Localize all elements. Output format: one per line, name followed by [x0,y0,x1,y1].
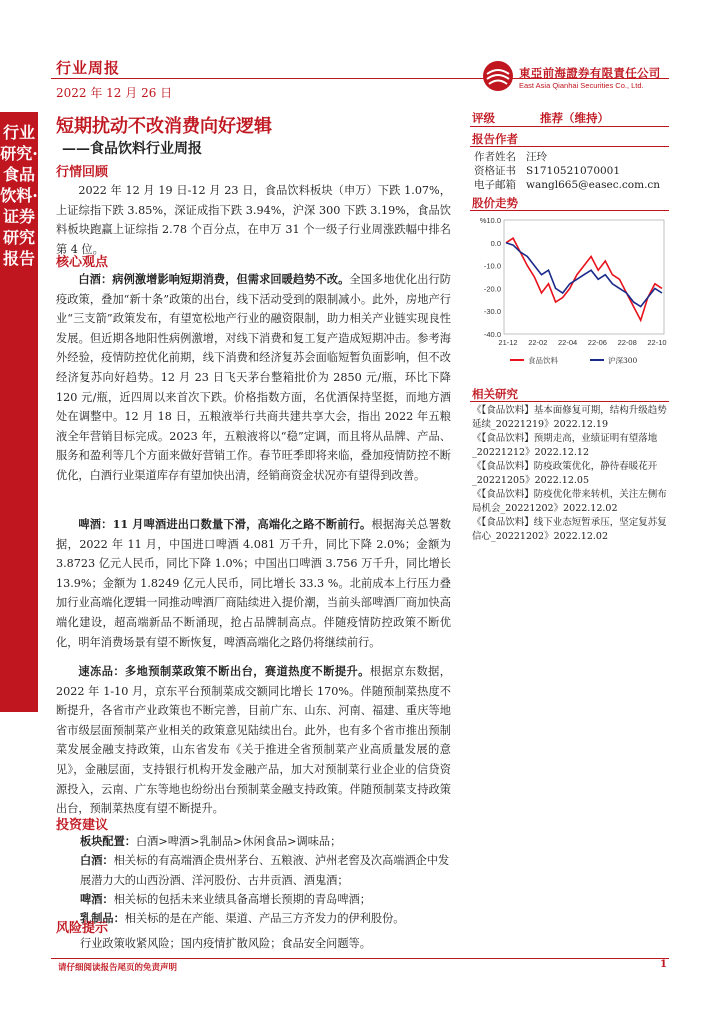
author-value: S1710521070001 [526,165,621,177]
invest-item-lead: 板块配置： [80,834,136,848]
liquor-paragraph [56,270,451,486]
company-name-en: East Asia Qianhai Securities Co., Ltd. [519,81,644,90]
invest-item [80,909,452,929]
company-name-cn: 東亞前海證券有限責任公司 [519,66,661,80]
related-title: 相关研究 [472,387,518,401]
frozen-text: 根据京东数据，2022 年 1-10 月，京东平台预制菜成交额同比增长 170%。伴随预制菜热度不断提升，各省市产业政策也不断完善，目前广东、山东、河南、福建、重庆等地省市级层面预制菜产业相关的政策意见陆续出台。此外，也有多个省市推出预制菜发展金融支持政策，山东省发布《关于推进全省预制菜产业高质量发展的意见》，金融层面，支持银行机构开发金融产品，加大对预制菜行业企业的信贷资源投入，云南、广东等地也纷纷出台预制菜金融支持政策。伴随预制菜支持政策出台，预制菜热度有望不断提升。 [56,665,451,816]
x-tick-label: 22-06 [587,338,607,347]
y-tick-label: %10.0 [479,216,501,225]
related-item: 《【食品饮料】线下业态短暂承压，坚定复苏复信心_20221202》2022.12.02 [472,517,667,542]
y-tick-label: -40.0 [483,330,501,339]
x-tick-label: 22-02 [528,338,548,347]
y-tick-label: -10.0 [483,261,501,271]
invest-item [80,851,452,890]
related-item: 《【食品饮料】防疫政策优化，静待春暖花开_20221205》2022.12.05 [472,461,658,486]
y-tick-label: 0.0 [490,238,501,248]
section-title-invest: 投资建议 [56,818,109,833]
section-title-core: 核心观点 [56,255,109,270]
beer-text: 根据海关总署数据，2022 年 11 月，中国进口啤酒 4.081 万千升，同比下降 2.0%；金额为 3.8723 亿元人民币，同比下降 1.0%；中国出口啤酒 3.756 万千升，同比增长 13.9%；金额为 1.8249 亿元人民币，同比增长 33.3 %。北前成本上行压力叠加行业高端化逻辑一同推动啤酒厂商陆续进入提价潮，当前头部啤酒厂商加快高端化建设，超高端新品不断涌现，抢占品牌制高点。伴随疫情防控政策不断优化，明年消费场景有望不断恢复，啤酒高端化之路仍将继续前行。 [56,518,451,649]
x-tick-label: 21-12 [498,338,518,347]
plot-frame [504,220,664,334]
beer-lead: 啤酒：11 月啤酒进出口数量下滑，高端化之路不断前行。 [78,517,372,531]
rating-label: 评级 [472,111,495,125]
frozen-paragraph [56,662,451,819]
y-tick-label: -20.0 [483,284,501,294]
footer-disclaimer: 请仔细阅读报告尾页的免责声明 [58,963,178,973]
stock-trend-chart [470,212,669,372]
rating-value: 推荐（维持） [540,111,609,125]
y-tick-label: -30.0 [483,307,501,317]
related-item: 《【食品饮料】防疫优化带来转机，关注左侧布局机会_20221202》2022.12.02 [472,489,667,514]
invest-item-lead: 啤酒： [80,892,114,906]
invest-item-text: 相关标的是在产能、渠道、产品三方齐发力的伊利股份。 [124,912,405,925]
related-item: 《【食品饮料】基本面修复可期，结构升级趋势延续_20221219》2022.12.19 [472,405,667,430]
beer-paragraph [56,515,451,652]
author-section-title: 报告作者 [472,132,518,146]
legend-label: 食品饮料 [528,356,558,365]
x-tick-label: 22-10 [647,338,667,347]
author-key: 资格证书 [474,165,516,177]
related-divider [470,401,669,402]
author-value: wangl665@easec.com.cn [526,179,661,191]
side-label: 行业研究·食品饮料·证券研究报告 [0,123,38,268]
author-divider [470,146,669,147]
invest-item [80,832,452,852]
author-row [474,178,660,192]
series-line-0 [506,238,662,320]
stock-trend-title: 股价走势 [472,196,518,210]
stock-trend-divider [470,210,669,211]
author-value: 汪玲 [526,151,547,163]
footer-divider [51,958,669,959]
invest-item-text: 相关标的包括未来业绩具备高增长预期的青岛啤酒； [113,893,371,906]
section-title-review: 行情回顾 [56,165,109,180]
page-number: 1 [660,959,667,970]
invest-item-text: 相关标的有高端酒企贵州茅台、五粮液、泸州老窖及次高端酒企中发展潜力大的山西汾酒、洋河股份、古井贡酒、酒鬼酒； [80,854,450,887]
invest-item-lead: 白酒： [80,853,114,867]
author-key: 电子邮箱 [474,179,516,191]
rating-divider [470,126,669,127]
legend-label: 沪深300 [608,356,638,365]
invest-item-lead: 乳制品： [80,911,125,925]
review-paragraph: 2022 年 12 月 19 日-12 月 23 日，食品饮料板块（申万）下跌 1.07%，上证综指下跌 3.85%，深证成指下跌 3.94%，沪深 300 下跌 3.19%，食品饮料板块跑赢上证综指 2.78 个百分点，在申万 31 个一级子行业周涨跌幅中排名第 4 位。 [56,184,451,256]
invest-item [80,890,452,910]
author-row [474,164,620,178]
related-item: 《【食品饮料】预期走高，业绩证明有望落地_20221212》2022.12.12 [472,433,658,458]
risk-text: 行业政策收紧风险；国内疫情扩散风险；食品安全问题等。 [80,937,371,950]
section-title-risk: 风险提示 [56,921,109,936]
report-date: 2022 年 12 月 26 日 [56,86,173,100]
author-row [474,150,547,164]
frozen-lead: 速冻品：多地预制菜政策不断出台，赛道热度不断提升。 [78,664,370,678]
report-title: 短期扰动不改消费向好逻辑 [56,116,272,137]
invest-item-text: 白酒>啤酒>乳制品>休闲食品>调味品； [135,835,342,848]
series-line-1 [506,243,662,307]
liquor-text: 全国多地优化出行防疫政策，叠加“新十条”政策的出台，线下活动受到的限制减小。此外，房地产行业“三支箭”政策发布，有望宽松地产行业的融资限制，助力相关产业链实现良性发展。但近期各地阳性病例激增，对线下消费和复工复产造成短期冲击。参考海外经验，疫情防控优化前期，线下消费和经济复苏会面临短暂负面影响，但不改经济复苏向好趋势。12 月 23 日飞天茅台整箱批价为 2850 元/瓶，环比下降 120 元/瓶，近四周以来首次下跌。价格指数方面，名优酒保持坚挺，而地方酒处在调整中。12 月 18 日，五粮液举行共商共建共享大会，指出 2022 年五粮液全年营销目标完成。2023 年，五粮液将以“稳”定调，而且将从品牌、产品、服务和盈利等几个方面来做好营销工作。春节旺季即将来临，叠加疫情防控不断优化，白酒行业渠道库存有望加快出清，经销商资金状况亦有望得到改善。 [56,273,451,482]
report-subtitle: ——食品饮料行业周报 [62,141,202,157]
x-tick-label: 22-08 [617,338,637,347]
report-category: 行业周报 [56,59,121,77]
x-tick-label: 22-04 [557,338,578,347]
author-key: 作者姓名 [474,151,516,163]
liquor-lead: 白酒：病例激增影响短期消费，但需求回暖趋势不改。 [78,272,350,286]
